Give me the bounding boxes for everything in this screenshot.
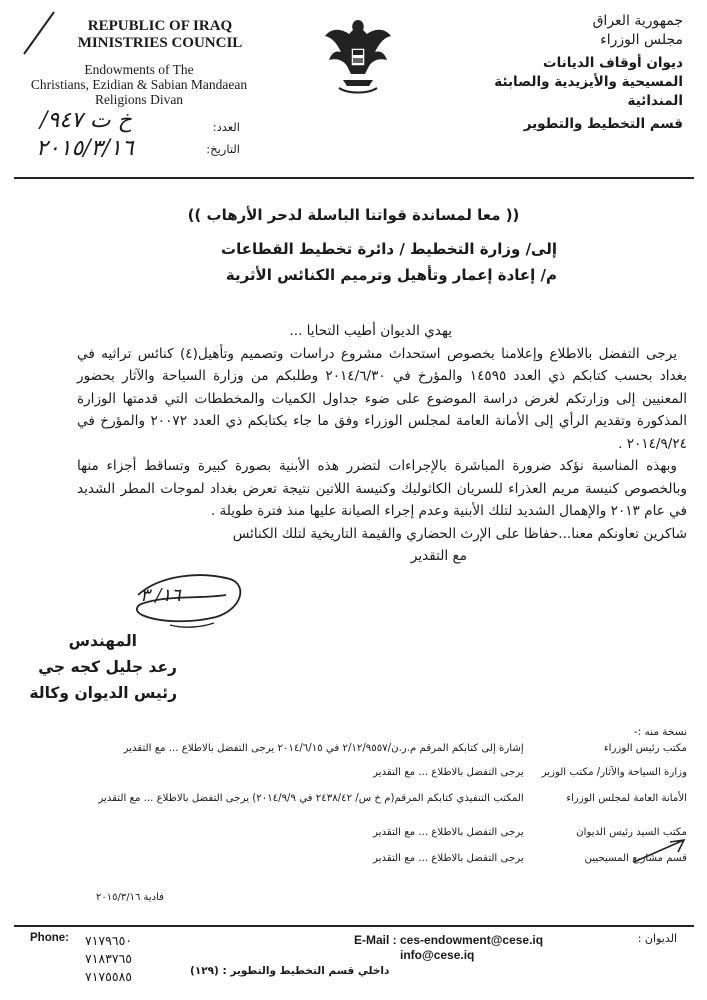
- email-primary[interactable]: E-Mail : ces-endowment@cese.iq: [354, 933, 544, 947]
- pen-mark: [18, 8, 58, 58]
- english-letterhead: [60, 18, 260, 52]
- arabic-letterhead: [463, 12, 683, 134]
- copy-recipient: قسم مشاريع المسيحيين: [584, 853, 687, 864]
- paragraph-3: شاكرين تعاونكم معنا...حفاظا على الإرث الحضاري والقيمة التاريخية لتلك الكنائس: [232, 525, 687, 542]
- greeting: يهدي الديوان أطيب التحايا ...: [289, 323, 452, 339]
- iraq-eagle-emblem: [323, 14, 393, 102]
- en-council: MINISTRIES COUNCIL: [77, 35, 243, 51]
- copy-recipient: مكتب السيد رئيس الديوان: [576, 827, 687, 838]
- copy-recipient: الأمانة العامة لمجلس الوزراء: [566, 793, 687, 804]
- english-divan-name: [14, 62, 264, 107]
- addressee: إلى/ وزارة التخطيط / دائرة تخطيط القطاعات: [221, 240, 557, 258]
- copy-row: [27, 792, 687, 806]
- header-divider: [14, 177, 694, 179]
- diwan-label: الديوان :: [637, 932, 677, 945]
- reference-block: [120, 116, 240, 160]
- ar-diwan-line2: المسيحية والأيزيدية والصابئة المندائية: [494, 74, 683, 109]
- ref-number-label: العدد:: [212, 120, 240, 134]
- ref-date-handwritten: ٢٠١٥/٣/١٦: [36, 136, 134, 161]
- copy-note: يرجى التفضل بالاطلاع ... مع التقدير: [373, 827, 524, 838]
- paragraph-1: يرجى التفضل بالاطلاع وإعلامنا بخصوص استحداث مشروع دراسات وتصميم وتأهيل(٤) كنائس تراثيه في بغداد بحسب كتابكم ذي العدد ١٤٥٩٥ والمؤرخ في ٢٠١٤/٦/٣٠ وطلبكم من وزارة السياحة والآثار بحضور المعنيين إلى وزارتكم لغرض دراسة الموضوع على ضوء جداول الكميات والمخططات التي قدمتها الوزارة المذكورة وتقديم الرأي إلى الأمانة العامة لمجلس الوزراء وفق ما جاء بكتابكم ذي العدد ٢٠٠٧٢ والمؤرخ في ٢٠١٤/٩/٢٤ .: [77, 345, 688, 452]
- slogan: (( معا لمساندة قواتنا الباسلة لدحر الأرهاب )): [187, 206, 520, 224]
- phone-number: ٧١٧٩٦٥٠: [85, 933, 132, 948]
- en-country: REPUBLIC OF IRAQ: [87, 18, 233, 34]
- ar-diwan-line1: ديوان أوقاف الديانات: [543, 55, 683, 71]
- footer-divider: [14, 925, 694, 927]
- ref-number-handwritten: خ ت ٩٤٧/: [40, 108, 132, 133]
- en-divan-line2: Christians, Ezidian & Sabian Mandaean: [30, 77, 248, 92]
- phone-number: ٧١٨٣٧٦٥: [85, 951, 132, 966]
- copy-row: [27, 742, 687, 756]
- copy-note: يرجى التفضل بالاطلاع ... مع التقدير: [373, 853, 524, 864]
- phone-label: Phone:: [30, 932, 69, 944]
- ar-country: جمهورية العراق: [592, 13, 683, 29]
- signatory-role: رئيس الديوان وكالة: [29, 684, 177, 702]
- ar-department: قسم التخطيط والتطوير: [523, 116, 683, 132]
- closing: مع التقدير: [410, 548, 467, 564]
- pen-arrow-mark: [630, 836, 690, 866]
- email-secondary[interactable]: info@cese.iq: [400, 948, 475, 962]
- copy-row: [27, 852, 687, 866]
- signatory-name: رعد جليل كجه جي: [38, 658, 177, 676]
- copy-row: [27, 766, 687, 780]
- phone-number: ٧١٧٥٥٨٥: [85, 969, 132, 984]
- en-divan-line3: Religions Divan: [94, 92, 184, 107]
- phone-list: [85, 932, 132, 986]
- typist-note: فادية ٢٠١٥/٣/١٦: [96, 892, 164, 903]
- ar-council: مجلس الوزراء: [600, 32, 683, 48]
- en-divan-line1: Endowments of The: [84, 62, 194, 77]
- copy-note: يرجى التفضل بالاطلاع ... مع التقدير: [373, 767, 524, 778]
- signature-date: ١٦/ ٣: [140, 585, 181, 606]
- ref-date-row: [120, 138, 240, 160]
- copy-row: [27, 826, 687, 840]
- ref-number-row: [120, 116, 240, 138]
- signatory-block: [29, 628, 177, 706]
- copy-recipient: وزارة السياحة والآثار/ مكتب الوزير: [541, 767, 687, 778]
- internal-extension: داخلي قسم التخطيط والتطوير : (١٢٩): [190, 965, 390, 977]
- copy-note: المكتب التنفيذي كتابكم المرقم(م خ س/ ٢٤٣٨/٤٢ في ٢٠١٤/٩/٩) يرجى التفضل بالاطلاع ... مع التقدير: [98, 793, 524, 804]
- letter-body: [77, 320, 687, 568]
- subject-line: م/ إعادة إعمار وتأهيل وترميم الكنائس الأثرية: [225, 266, 557, 284]
- copies-title: نسخة منه :-: [633, 726, 687, 738]
- copy-recipient: مكتب رئيس الوزراء: [603, 743, 687, 754]
- paragraph-2: وبهذه المناسبة نؤكد ضرورة المباشرة بالإجراءات لتضرر هذه الأبنية بصورة كبيرة وتساقط أجزاء منها وبالخصوص كنيسة مريم العذراء للسريان الكاثوليك وكنيسة اللاتين نتيجة تعرض بغداد لموجات المطر الشديد في عام ٢٠١٣ والإهمال الشديد لتلك الأبنية وعدم إجراء الصيانة عليها منذ فترة طويلة .: [77, 458, 687, 519]
- copy-note: إشارة إلى كتابكم المرقم م.ر.ن/٢/١٢/٩٥٥٧ في ٢٠١٤/٦/١٥ يرجى التفضل بالاطلاع ... مع التقدير: [123, 743, 524, 754]
- signatory-title: المهندس: [68, 632, 137, 650]
- ref-date-label: التاريخ:: [206, 142, 240, 156]
